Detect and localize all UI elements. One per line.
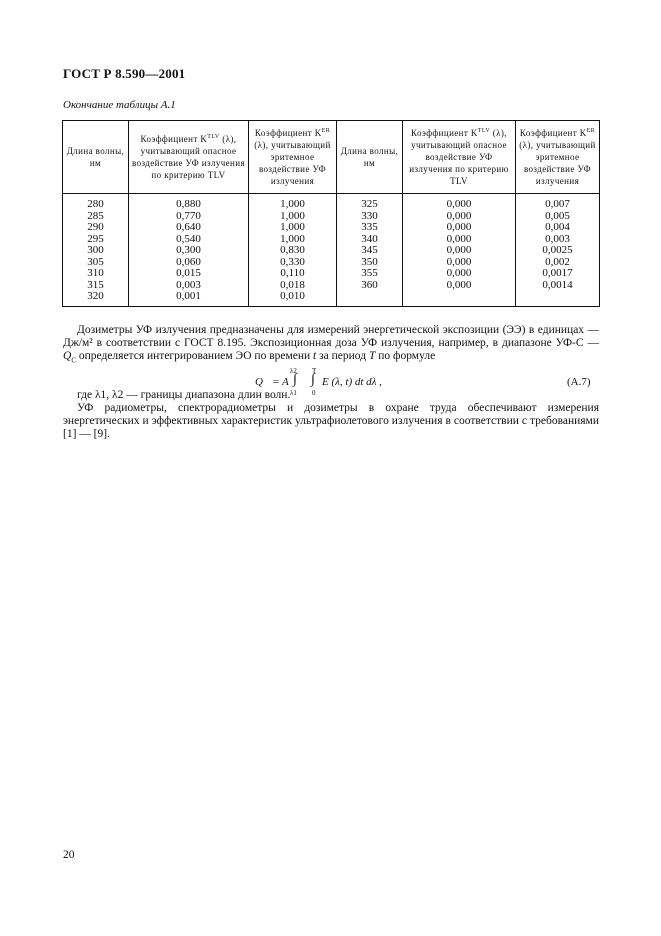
cell-k-tlv: 0,060 — [129, 257, 249, 269]
cell-wavelength: 340 — [337, 234, 403, 246]
cell-wavelength: 345 — [337, 245, 403, 257]
cell-wavelength: 360 — [337, 280, 403, 292]
cell-k-tlv: 0,000 — [403, 268, 516, 280]
table-row — [63, 245, 600, 257]
col-header-k-er: Коэффициент $K^{ER}$ (λ), учитывающий эритемное воздействие УФ излучения — [249, 121, 337, 194]
cell-k-er: 0,010 — [249, 291, 337, 306]
formula-integrand: E (λ, t) dt dλ , — [322, 376, 382, 388]
cell-wavelength: 315 — [63, 280, 129, 292]
table-row — [63, 280, 600, 292]
cell-k-tlv: 0,300 — [129, 245, 249, 257]
cell-wavelength: 325 — [337, 194, 403, 211]
cell-k-er: 0,830 — [249, 245, 337, 257]
cell-wavelength: 320 — [63, 291, 129, 306]
cell-k-er: 0,018 — [249, 280, 337, 292]
integral2-sign: ∫ — [311, 372, 315, 387]
paragraph-radiometers: УФ радиометры, спектрорадиометры и дозиметры в охране труда обеспечивают измерения энергетических и эффективных характеристик ультрафиолетового излучения в соответствии с требованиями [1] — [9]. — [63, 402, 599, 440]
cell-wavelength: 285 — [63, 211, 129, 223]
cell-k-tlv: 0,001 — [129, 291, 249, 306]
table-row — [63, 291, 600, 306]
cell-k-er: 0,004 — [516, 222, 600, 234]
cell-k-tlv: 0,640 — [129, 222, 249, 234]
col-header-wavelength-2: Длина волны, нм — [337, 121, 403, 194]
cell-wavelength: 310 — [63, 268, 129, 280]
cell-k-tlv: 0,000 — [403, 211, 516, 223]
integral2-lower: 0 — [312, 389, 316, 397]
cell-wavelength: 290 — [63, 222, 129, 234]
integral2-upper: T — [312, 367, 317, 375]
cell-wavelength — [337, 291, 403, 306]
integral1-sign: ∫ — [293, 372, 297, 387]
cell-k-tlv: 0,000 — [403, 257, 516, 269]
cell-wavelength: 355 — [337, 268, 403, 280]
cell-k-er: 0,003 — [516, 234, 600, 246]
cell-k-tlv: 0,000 — [403, 234, 516, 246]
cell-k-tlv: 0,540 — [129, 234, 249, 246]
col-header-k-tlv: Коэффициент $K^{TLV}$ (λ), учитывающий опасное воздействие УФ излучения по критерию TLV — [129, 121, 249, 194]
col-header-wavelength: Длина волны, нм — [63, 121, 129, 194]
cell-k-tlv: 0,000 — [403, 280, 516, 292]
cell-wavelength: 295 — [63, 234, 129, 246]
cell-k-er: 0,110 — [249, 268, 337, 280]
cell-k-er: 0,0017 — [516, 268, 600, 280]
cell-k-tlv — [403, 291, 516, 306]
formula-lhs: Q — [255, 376, 263, 388]
cell-k-er: 1,000 — [249, 211, 337, 223]
table-caption: Окончание таблицы А.1 — [63, 99, 176, 111]
paragraph-where: где λ1, λ2 — границы диапазона длин волн. — [77, 389, 291, 401]
table-row — [63, 234, 600, 246]
integral1-lower: λ1 — [290, 389, 297, 397]
table-header-row — [63, 121, 600, 194]
cell-wavelength: 350 — [337, 257, 403, 269]
table-row — [63, 211, 600, 223]
paragraph-dosimeters: Дозиметры УФ излучения предназначены для измерений энергетической экспозиции (ЭЭ) в единицах — Дж/м² в соответствии с ГОСТ 8.195. Экспозиционная доза УФ излучения, например, в диапазоне УФ-С — $Q_С$ определяется интегрированием ЭО по времени t за период T по формуле — [63, 324, 599, 365]
cell-k-er: 0,007 — [516, 194, 600, 211]
formula-equals: = A — [272, 376, 289, 388]
table-row — [63, 222, 600, 234]
cell-k-er: 1,000 — [249, 194, 337, 211]
cell-k-er — [516, 291, 600, 306]
integral1-upper: λ2 — [290, 367, 297, 375]
cell-wavelength: 300 — [63, 245, 129, 257]
page-number: 20 — [63, 849, 75, 861]
cell-k-tlv: 0,015 — [129, 268, 249, 280]
cell-k-er: 0,0014 — [516, 280, 600, 292]
table-row — [63, 268, 600, 280]
cell-k-tlv: 0,770 — [129, 211, 249, 223]
table-row — [63, 257, 600, 269]
cell-k-tlv: 0,000 — [403, 194, 516, 211]
cell-k-er: 0,005 — [516, 211, 600, 223]
cell-k-tlv: 0,880 — [129, 194, 249, 211]
formula-number: (А.7) — [567, 376, 591, 388]
cell-k-er: 1,000 — [249, 234, 337, 246]
cell-wavelength: 335 — [337, 222, 403, 234]
cell-k-er: 1,000 — [249, 222, 337, 234]
cell-k-tlv: 0,003 — [129, 280, 249, 292]
table-row — [63, 194, 600, 211]
cell-k-er: 0,0025 — [516, 245, 600, 257]
cell-k-tlv: 0,000 — [403, 222, 516, 234]
cell-wavelength: 280 — [63, 194, 129, 211]
cell-k-tlv: 0,000 — [403, 245, 516, 257]
cell-k-er: 0,002 — [516, 257, 600, 269]
document-header: ГОСТ Р 8.590—2001 — [63, 66, 186, 81]
cell-k-er: 0,330 — [249, 257, 337, 269]
cell-wavelength: 330 — [337, 211, 403, 223]
cell-wavelength: 305 — [63, 257, 129, 269]
col-header-k-er-2: Коэффициент $K^{ER}$ (λ), учитывающий эритемное воздействие УФ излучения — [516, 121, 600, 194]
col-header-k-tlv-2: Коэффициент $K^{TLV}$ (λ), учитывающий опасное воздействие УФ излучения по критерию TLV — [403, 121, 516, 194]
coefficients-table — [62, 120, 600, 307]
